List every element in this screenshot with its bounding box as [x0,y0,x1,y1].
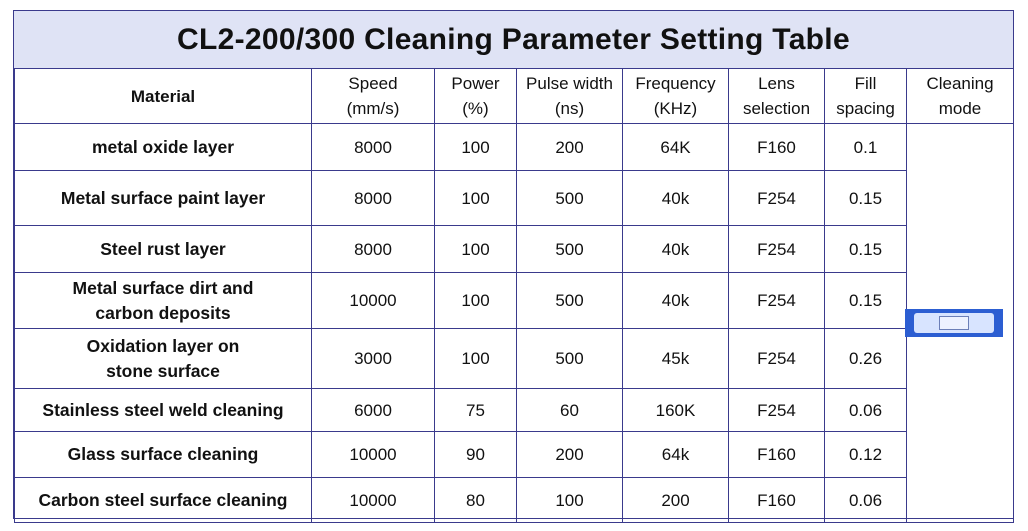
frequency-cell: 64K [623,124,729,171]
table-row [15,273,1014,329]
power-cell: 100 [435,226,517,273]
fill-cell: 0.06 [825,389,907,432]
lens-cell: F160 [729,124,825,171]
header-lens [729,69,825,124]
pulse-cell: 500 [517,273,623,329]
fill-cell: 0.15 [825,171,907,226]
lens-cell: F254 [729,171,825,226]
material-cell: Carbon steel surface cleaning [15,478,312,523]
header-speed-line2: (mm/s) [346,99,400,118]
power-cell: 100 [435,171,517,226]
header-freq-line2: (KHz) [653,99,698,118]
material-cell: Metal surface paint layer [15,171,312,226]
fill-cell: 0.12 [825,432,907,478]
header-speed [312,69,435,124]
material-line1: Metal surface dirt and [72,277,254,298]
speed-cell: 8000 [312,171,435,226]
header-pulse-line1: Pulse width [526,74,613,93]
header-power-line1: Power [451,74,500,93]
material-line2: carbon deposits [95,302,231,323]
header-freq-line1: Frequency [635,74,716,93]
table-row [15,329,1014,389]
table-title: CL2-200/300 Cleaning Parameter Setting Table [14,11,1013,69]
frequency-cell: 64k [623,432,729,478]
pulse-cell: 500 [517,226,623,273]
lens-cell: F160 [729,478,825,523]
material-cell: Glass surface cleaning [15,432,312,478]
power-cell: 100 [435,273,517,329]
header-mode-line2: mode [938,99,982,118]
header-lens-line1: Lens [758,74,795,93]
frequency-cell: 160K [623,389,729,432]
speed-cell: 6000 [312,389,435,432]
lens-cell: F254 [729,389,825,432]
power-cell: 100 [435,329,517,389]
table-row [15,124,1014,171]
header-row [15,69,1014,124]
speed-cell: 10000 [312,273,435,329]
fill-cell: 0.15 [825,226,907,273]
material-cell: metal oxide layer [15,124,312,171]
pulse-cell: 500 [517,329,623,389]
parameter-table [14,68,1014,523]
header-speed-line1: Speed [348,74,398,93]
frequency-cell: 45k [623,329,729,389]
table-row [15,171,1014,226]
header-material: Material [15,69,312,124]
pulse-cell: 60 [517,389,623,432]
material-cell [15,273,312,329]
pulse-cell: 200 [517,432,623,478]
cleaning-mode-cell [907,124,1014,523]
table-row [15,389,1014,432]
power-cell: 90 [435,432,517,478]
header-power-line2: (%) [462,99,489,118]
header-fill-line1: Fill [854,74,877,93]
table-row [15,478,1014,523]
material-line2: stone surface [106,360,220,381]
fill-cell: 0.26 [825,329,907,389]
header-frequency [623,69,729,124]
header-pulse-width [517,69,623,124]
lens-cell: F254 [729,329,825,389]
power-cell: 100 [435,124,517,171]
frequency-cell: 40k [623,171,729,226]
lens-cell: F254 [729,226,825,273]
speed-cell: 8000 [312,226,435,273]
pulse-cell: 100 [517,478,623,523]
table-row [15,432,1014,478]
header-power [435,69,517,124]
header-mode-line1: Cleaning [926,74,994,93]
table-row [15,226,1014,273]
power-cell: 75 [435,389,517,432]
material-cell [15,329,312,389]
header-fill-line2: spacing [836,99,895,118]
material-cell: Steel rust layer [15,226,312,273]
frequency-cell: 40k [623,226,729,273]
header-lens-line2: selection [742,99,811,118]
pulse-cell: 500 [517,171,623,226]
speed-cell: 10000 [312,432,435,478]
frequency-cell: 200 [623,478,729,523]
lens-cell: F254 [729,273,825,329]
fill-cell: 0.15 [825,273,907,329]
pulse-cell: 200 [517,124,623,171]
rectangle-scan-pattern-icon [905,309,1003,337]
speed-cell: 10000 [312,478,435,523]
fill-cell: 0.1 [825,124,907,171]
power-cell: 80 [435,478,517,523]
material-cell: Stainless steel weld cleaning [15,389,312,432]
parameter-table-frame [13,10,1014,519]
material-line1: Oxidation layer on [86,335,240,356]
speed-cell: 3000 [312,329,435,389]
lens-cell: F160 [729,432,825,478]
header-fill [825,69,907,124]
header-pulse-line2: (ns) [554,99,585,118]
speed-cell: 8000 [312,124,435,171]
frequency-cell: 40k [623,273,729,329]
fill-cell: 0.06 [825,478,907,523]
header-mode [907,69,1014,124]
